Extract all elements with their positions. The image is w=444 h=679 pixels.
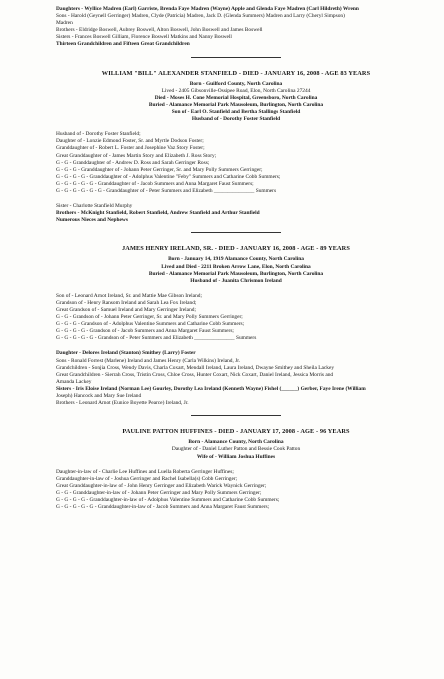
survivor-line: Sons - Ronald Forrest (Marlene) Ireland and James Henry (Carla Wilkins) Ireland, Jr.	[56, 357, 241, 364]
top-line-sons-cont: Madren	[56, 20, 73, 27]
obit-lived-died: Lived and Died - 2211 Broken Arrow Lane, Elon, North Carolina	[161, 263, 311, 270]
obituary-heading: WILLIAM "BILL" ALEXANDER STANFIELD - DIED - JANUARY 16, 2008 - AGE 83 YEARS	[101, 69, 371, 77]
top-line-sons: Sons - Harold (Geynell Gerringer) Madren, Clyde (Patricia) Madren, Jack D. (Glenda Summers) Madren and Larry (Cheryl Simpson)	[56, 13, 345, 20]
obit-born: Born - Guilford County, North Carolina	[189, 80, 283, 87]
lineage-line: G - G - G - G - G - Granddaughter of - Jacob Summers and Anna Margaret Faust Summers;	[56, 180, 254, 187]
lineage-line: Daughter of - Lonzie Edmond Foster, Sr. and Myrtle Dodson Foster;	[56, 138, 204, 145]
obit-born: Born - January 14, 1919 Alamance County, North Carolina	[168, 256, 304, 263]
obit-buried: Buried - Alamance Memorial Park Mausoleum, Burlington, North Carolina	[148, 101, 324, 108]
obit-wife-of: Wife of - William Joshua Huffines	[196, 453, 276, 460]
obituary-heading: PAULINE PATTON HUFFINES - DIED - JANUARY 17, 2008 - AGE - 96 YEARS	[122, 428, 350, 436]
survivor-line: Amanda Lackey	[56, 378, 92, 385]
lineage-line: G - G - G - Granddaughter of - Johann Peter Gerringer, Sr. and Mary Polly Summers Gerringer;	[56, 166, 263, 173]
top-line-daughters: Daughters - Wyllice Madren (Earl) Garriste, Brenda Faye Madren (Wayne) Apple and Glenda Faye Madren (Carl Hildreth) Wrenn	[56, 6, 359, 12]
lineage-line: G - G - Grandson of - Johann Peter Gerringer, Sr. and Mary Polly Summers Gerringer;	[56, 314, 243, 321]
lineage-line: G - G - G - Grandson of - Adolphus Valentine Summers and Catharine Cobb Summers;	[56, 321, 245, 328]
lineage-line: G - G - Granddaughter-in-law of - Johann Peter Gerringer and Mary Polly Summers Gerringer;	[56, 489, 262, 496]
survivor-line: Brothers - Leonard Arnot (Eunice Boyette Pearce) Ireland, Jr.	[56, 400, 189, 407]
obituary-huffines	[56, 428, 416, 511]
obituary-heading: JAMES HENRY IRELAND, SR. - DIED - JANUARY 16, 2008 - AGE - 89 YEARS	[122, 245, 350, 253]
obituary-ireland	[56, 245, 416, 407]
obit-daughter-of: Daughter of - Daniel Luther Patton and Bessie Cook Patton	[171, 446, 301, 453]
obit-husband-of: Husband of - Juanita Chrismon Ireland	[190, 277, 282, 284]
survivor-line: Sisters - Iris Eloise Ireland (Norman Lee) Gourley, Dorothy Lea Ireland (Kenneth Wayne) Fishel (______) Gerber, Faye Irene (William	[56, 385, 366, 392]
lineage-line: Son of - Leonard Arnot Ireland, Sr. and Mattie Mae Gibson Ireland;	[56, 292, 202, 299]
lineage-line: G - G - Granddaughter of - Andrew D. Ross and Sarah Gerringer Ross;	[56, 159, 210, 166]
survivor-line: Sister - Charlotte Stanfield Murphy	[56, 203, 133, 210]
obit-born: Born - Alamance County, North Carolina	[188, 439, 284, 446]
lineage-line: Granddaughter-in-law of - Joshua Gerringer and Rachel Isabella(s) Cobb Gerringer;	[56, 475, 238, 482]
obituary-stanfield	[56, 70, 416, 225]
lineage-line: G - G - G - G - G - Granddaughter-in-law of - Jacob Summers and Anna Margaret Faust Summers;	[56, 504, 270, 511]
lineage-line: G - G - G - G - G - G - Granddaughter of - Peter Summers and Elizabeth _______________ Summers	[56, 187, 277, 194]
survivor-line: Grandchildren - Sonjia Cross, Wendy Davis, Charla Coxart, Mendall Ireland, Laura Ireland, Dwayne Smithey and Sheila Lackey	[56, 364, 335, 371]
obit-son-of: Son of - Earl O. Stanfield and Bertha Stallings Stanfield	[171, 109, 301, 116]
lineage-line: Husband of - Dorothy Foster Stanfield;	[56, 131, 141, 138]
lineage-line: G - G - G - G - Grandson of - Jacob Summers and Anna Margaret Faust Summers;	[56, 328, 234, 335]
obit-buried: Buried - Alamance Memorial Park Mausoleum, Burlington, North Carolina	[148, 270, 324, 277]
lineage-line: G - G - G - G - G - Grandson of - Peter Summers and Elizabeth _______________ Summers	[56, 335, 257, 342]
lineage-line: Daughter-in-law of - Charlie Lee Huffines and Luella Roberta Gerringer Huffines;	[56, 468, 234, 475]
survivor-line: Daughter - Delores Ireland (Stanton) Smithey (Larry) Foster	[56, 350, 196, 357]
lineage-line: Grandson of - Henry Ransom Ireland and Sarah Lea Fox Ireland;	[56, 299, 197, 306]
top-line-brothers: Brothers - Eldridge Boswell, Aubrey Boswell, Alton Boswell, John Boswell and James Boswell	[56, 27, 263, 34]
top-line-grandchildren: Thirteen Grandchildren and Fifteen Great Grandchildren	[56, 41, 190, 48]
obit-lived: Lived - 2405 Gibsonville-Ossipee Road, Elon, North Carolina 27244	[161, 87, 311, 94]
obit-died: Died - Moses H. Cone Memorial Hospital, Greensboro, North Carolina	[154, 94, 318, 101]
survivor-line: Numerous Nieces and Nephews	[56, 217, 128, 224]
survivor-line: Great Grandchildren - Sierrah Cross, Tristin Cross, Chloe Cross, Hunter Coxart, Nick Coxart, Daniel Ireland, Jessica Morris and	[56, 371, 334, 378]
lineage-line: G - G - G - G - Granddaughter-in-law of - Adolphus Valentine Summers and Catharine Cobb Summers;	[56, 496, 280, 503]
lineage-line: Great Granddaughter-in-law of - John Henry Gerringer and Elizabeth Warick Waynick Gerringer;	[56, 482, 267, 489]
top-survivors	[56, 6, 416, 49]
top-line-sisters: Sisters - Frances Boswell Gilliam, Florence Boswell Matkins and Nanny Boswell	[56, 34, 232, 41]
lineage-line: G - G - G - G - Granddaughter of - Adolphus Valentine "Feby" Summers and Catharine Cobb Summers;	[56, 173, 281, 180]
survivor-line: Joseph) Hancock and Mary Sue Ireland	[56, 393, 142, 400]
obit-husband-of: Husband of - Dorothy Foster Stanfield	[191, 116, 281, 123]
lineage-line: Great Grandson of - Samuel Ireland and Mary Gerringer Ireland;	[56, 307, 196, 313]
lineage-line: Great Granddaughter of - James Martin Story and Elizabeth J. Ross Story;	[56, 152, 217, 159]
lineage-line: Granddaughter of - Robert L. Foster and Josephine Vaz Story Foster;	[56, 145, 205, 152]
survivor-line: Brothers - McKnight Stanfield, Robert Stanfield, Andrew Stanfield and Arthur Stanfield	[56, 210, 260, 217]
